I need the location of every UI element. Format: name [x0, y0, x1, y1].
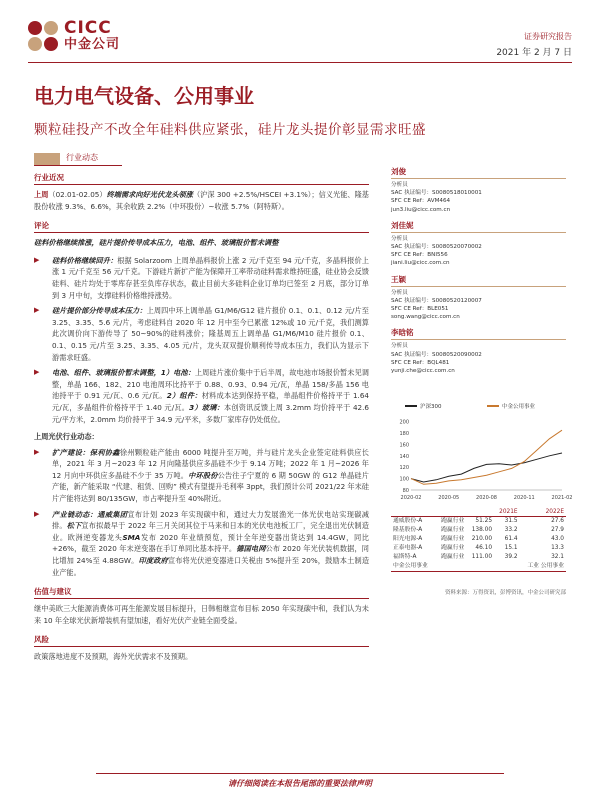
analyst-card [391, 166, 566, 214]
y-tick-label: 160 [399, 442, 409, 449]
legend-label: 沪深300 [420, 404, 442, 410]
report-date: 2021 年 2 月 7 日 [496, 48, 572, 58]
section-head-valuation: 估值与建议 [34, 586, 369, 599]
valuation-table [391, 508, 566, 572]
bullet-arrow-icon: ▶ [34, 255, 40, 264]
section-head-risk: 风险 [34, 634, 369, 647]
y-tick-label: 200 [399, 419, 409, 426]
category-tag [34, 152, 122, 166]
analyst-sfc: SFC CE Ref：BQL481 [391, 359, 450, 366]
footer-divider [96, 773, 504, 774]
valuation-paragraph: 继中美欧三大能源消费体可再生能源发展目标提升，日韩相继宣布目标 2050 年实现碳中和，我们认为未来 10 年全球光伏新增装机有望加速，看好光伏产业链全面受益。 [34, 604, 369, 625]
analyst-name: 刘佳妮 [391, 220, 566, 233]
x-tick-label: 2020-11 [513, 495, 535, 501]
analyst-name: 李晗铭 [391, 327, 566, 340]
analyst-role: 分析员 [391, 235, 408, 242]
x-tick-label: 2021-02 [551, 495, 573, 501]
analyst-card [391, 220, 566, 268]
section-head-review: 评论 [34, 220, 369, 233]
y-tick-label: 180 [399, 431, 409, 438]
performance-chart [391, 402, 573, 502]
stock-pe-2021: 31.5 [504, 518, 518, 524]
table-row [391, 562, 566, 572]
analyst-role: 分析员 [391, 343, 408, 350]
stock-name: 隆基股份-A [393, 527, 423, 533]
legend-swatch [405, 405, 417, 407]
stock-rating: 跑赢行业 [441, 545, 465, 551]
stock-pe-2022: 32.1 [551, 554, 564, 560]
table-header-cell: 2022E [520, 508, 566, 517]
stock-name: 阳光电源-A [393, 536, 423, 542]
table-row [391, 544, 566, 553]
section-head-recent: 行业近况 [34, 172, 369, 185]
analyst-email[interactable]: jun3.liu@cicc.com.cn [391, 206, 451, 213]
tag-marker [34, 153, 60, 165]
y-tick-label: 140 [399, 453, 409, 460]
legend-label: 中金公用事业 [502, 404, 536, 410]
stock-name: 正泰电器-A [393, 545, 423, 551]
analyst-card [391, 274, 566, 322]
stock-name: 中金公用事业 [391, 562, 435, 572]
stock-name: 通威股份-A [393, 518, 423, 524]
analyst-role: 分析员 [391, 289, 408, 296]
stock-name: 福斯特-A [393, 554, 417, 560]
stock-table [391, 508, 566, 596]
analyst-card [391, 327, 566, 375]
legend-item [487, 402, 535, 410]
stock-price: 51.25 [475, 518, 493, 524]
analyst-email[interactable]: jiani.liu@cicc.com.cn [391, 260, 450, 267]
legend-item [405, 402, 442, 410]
analyst-sidebar [391, 166, 566, 381]
chart-plot [391, 412, 573, 502]
bullet-arrow-icon: ▶ [34, 306, 40, 315]
stock-rating: 跑赢行业 [441, 518, 465, 524]
stock-pe-2022: 43.0 [551, 536, 564, 542]
cicc-logo-icon [28, 21, 58, 51]
chart-legend [391, 402, 566, 412]
stock-price: 210.00 [471, 536, 493, 542]
table-header-row [391, 508, 566, 517]
analyst-email[interactable]: song.wang@cicc.com.cn [391, 314, 460, 321]
dynamics-head: 上周光伏行业动态： [34, 432, 99, 442]
x-tick-label: 2020-05 [438, 495, 460, 501]
stock-pe-2021: 15.1 [504, 545, 518, 551]
analyst-sfc: SFC CE Ref：AVM464 [391, 198, 451, 205]
brand-cn: 中金公司 [64, 37, 121, 52]
risk-paragraph: 政策落地进度不及预期，海外光伏需求不及预期。 [34, 652, 193, 662]
stock-price: 111.00 [471, 554, 493, 560]
table-source-note: 资料来源：万得资讯，彭博资讯，中金公司研究部 [444, 590, 566, 596]
table-row [391, 553, 566, 562]
header-divider [28, 62, 572, 63]
stock-price [466, 562, 494, 572]
analyst-sac: SAC 执证编号：S0080520070002 [391, 244, 482, 251]
stock-price: 138.00 [471, 527, 493, 533]
table-header-cell [435, 508, 466, 517]
tag-label: 行业动态 [66, 153, 98, 162]
table-row [391, 535, 566, 544]
stock-pe-2021: 39.2 [504, 554, 518, 560]
report-title: 电力电气设备、公用事业 [34, 84, 254, 108]
stock-rating [435, 562, 466, 572]
stock-rating: 跑赢行业 [441, 554, 465, 560]
stock-pe-2022: 工业 公用事业 [520, 562, 566, 572]
stock-price: 46.10 [475, 545, 493, 551]
table-header-cell [466, 508, 494, 517]
main-content [34, 172, 369, 663]
analyst-sac: SAC 执证编号：S0080520120007 [391, 297, 482, 304]
stock-pe-2022: 27.6 [551, 518, 564, 524]
analyst-sac: SAC 执证编号：S0080518010001 [391, 190, 482, 197]
report-type: 证券研究报告 [524, 32, 572, 41]
bullet-capacity-expansion: ▶ 扩产建设：保利协鑫徐州颗粒硅产能由 6000 吨提升至万吨，并与硅片龙头企业签定硅料供应长单，2021 年 3 月~2023 年 12 月向隆基供应多晶硅不少于 9.14 万吨；2022 年 1 月~2026 年 12 月向中环供应多晶硅不少于 35 万吨。中环股份公告往子宁夏的 6 期 50GW 的 G12 单晶硅片产能，新产能采取 “代建、租赁、回购” 模式有望提升毛利率 3ppt，我们预计公司 2021/22 年末硅片产能将达到 80/135GW，市占率提升至 40%附近。 [34, 447, 369, 504]
y-tick-label: 80 [402, 488, 409, 494]
stock-rating: 跑赢行业 [441, 527, 465, 533]
analyst-sfc: SFC CE Ref：BLE051 [391, 306, 449, 313]
analyst-email[interactable]: yunji.che@cicc.com.cn [391, 368, 455, 375]
stock-rating: 跑赢行业 [441, 536, 465, 542]
bullet-wafer-price: ▶ 硅片提价部分传导成本压力：上周四中环上调单晶 G1/M6/G12 硅片报价 0.1、0.1、0.12 元/片至 3.25、3.35、5.6 元/片，考虑硅料自 2020 年 12 月中至今已累涨 12%或 10 元/千克，我们测算此次调价向下游传导了 50~90%的硅料涨价；隆基周五上调单晶 G1/M6/M10 硅片报价 0.1、0.1、0.15 元/片至 3.25、3.35、4.05 元/片，龙头双双提价顺利传导成本压力，我们认为显示下游需求旺盛。 [34, 306, 369, 362]
stock-pe-2022: 27.9 [551, 527, 564, 533]
stock-pe-2021: 33.2 [504, 527, 518, 533]
legal-disclaimer: 请仔细阅读在本报告尾部的重要法律声明 [228, 779, 372, 788]
recent-paragraph: 上周（02.01-02.05）终端需求向好光伏龙头领涨（沪深 300 +2.5%/HSCEI +3.1%）；信义光能、隆基股份收涨 9.3%、6.6%，其余收跌 2.2%（中环股份）~收涨 5.7%（阿特斯）。 [34, 190, 369, 211]
bullet-arrow-icon: ▶ [34, 368, 40, 377]
analyst-role: 分析员 [391, 182, 408, 188]
stock-pe-2021 [494, 562, 520, 572]
bullet-cell-module-glass: ▶ 电池、组件、玻璃报价暂未调整，1）电池：上周硅片涨价集中于后半周，故电池市场报价暂未见调整，单晶 166、182、210 电池周环比持平于 0.88、0.93、0.94 元/瓦，单晶 158/多晶 156 电池持平于 0.91 元/瓦、0.6 元/瓦。2）组件：材料成本达到保持平稳，单晶组件价格持平于 1.64 元/瓦，多晶组件价格持平于 1.40 元/瓦。3）玻璃：本创资讯反馈上周 3.2mm 均价持平于 42.6 元/平方米，2.0mm 均价持平于 34.9 元/平米，多数厂家库存仍处低位。 [34, 368, 369, 424]
legend-swatch [487, 405, 499, 407]
analyst-name: 刘俊 [391, 166, 566, 179]
table-header-cell [391, 508, 435, 517]
y-tick-label: 100 [399, 476, 409, 483]
review-summary: 硅料价格继续推涨，硅片提价传导成本压力，电池、组件、玻璃报价暂未调整 [34, 238, 279, 248]
analyst-name: 王颖 [391, 274, 566, 287]
stock-pe-2022: 13.3 [551, 545, 564, 551]
table-header-cell: 2021E [494, 508, 520, 517]
series-line [411, 430, 562, 484]
x-tick-label: 2020-02 [400, 495, 422, 501]
stock-pe-2021: 61.4 [504, 536, 518, 542]
table-row [391, 517, 566, 527]
brand-en: CICC [64, 18, 112, 38]
table-row [391, 526, 566, 535]
analyst-sfc: SFC CE Ref：BNI556 [391, 252, 448, 259]
y-tick-label: 120 [399, 465, 409, 472]
analyst-sac: SAC 执证编号：S0080520090002 [391, 351, 482, 358]
report-subtitle: 颗粒硅投产不改全年硅料供应紧张，硅片龙头提价彰显需求旺盛 [34, 122, 426, 138]
company-logo [28, 20, 120, 52]
x-tick-label: 2020-08 [476, 495, 497, 501]
bullet-arrow-icon: ▶ [34, 509, 40, 518]
bullet-arrow-icon: ▶ [34, 447, 40, 456]
series-line [411, 453, 562, 482]
bullet-industry-dynamics: ▶ 产业链动态：通威集团宣布计划 2023 年实现碳中和，通过大力发展渔光一体光伏电站实现碳减排。松下宣布拟最早于 2022 年三月关闭其位于马来和日本的光伏电池板工厂，完全退出光伏制造业。欧洲逆变器龙头SMA发布 2020 年业绩预览，预计全年逆变器出货达到 14.4GW，同比+26%，截至 2020 年末逆变器在手订单同比基本持平。德国电网公布 2020 年光伏装机数据，同比增加 24%至 4.88GW。印度政府宣布将光伏逆变器进口关税由 5%提升至 20%，鼓励本土制造业产能。 [34, 509, 370, 577]
bullet-silicon-price: ▶ 硅料价格继续回升：根据 Solarzoom 上周单晶料报价上涨 2 元/千克至 94 元/千克，多晶料报价上涨 1 元/千克至 56 元/千克。下游硅片新扩产能为保障开工率带动硅料需求维持旺盛，硅业协会反馈硅料、硅片均处于零库存甚至负库存状态，截止目前大多硅料企业订单均已签至 2 月底，部分订单到 3 月中旬，支撑硅料价格维持涨势。 [34, 255, 369, 300]
